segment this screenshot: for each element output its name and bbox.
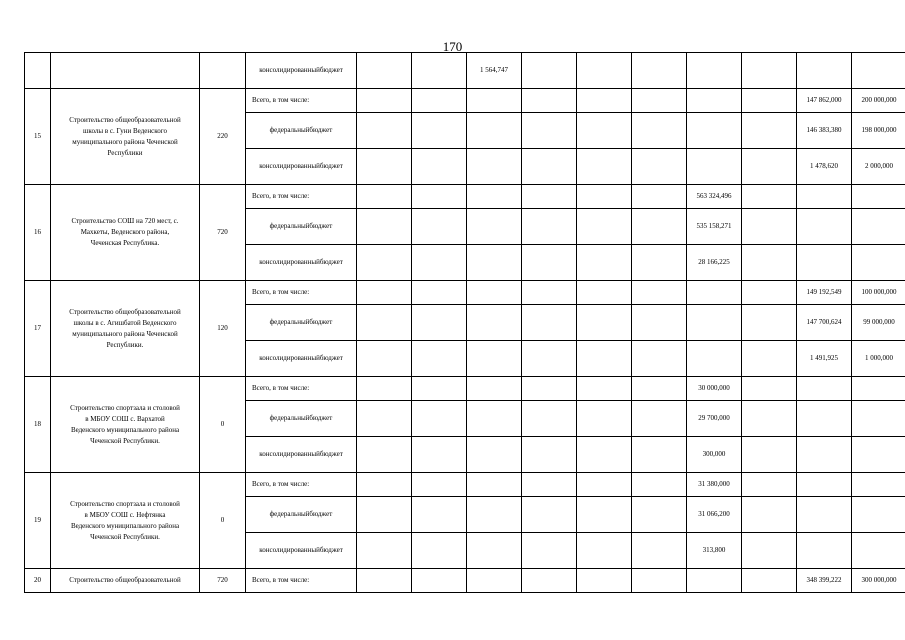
- object-name-line: в МБОУ СОШ с. Нефтянка: [84, 510, 166, 519]
- budget-type-cell: Всего, в том числе:: [246, 185, 357, 209]
- object-name-cell: [51, 89, 200, 185]
- object-name-line: Чеченская Республика.: [90, 239, 160, 247]
- value-cell: [687, 305, 742, 341]
- value-cell: [742, 185, 797, 209]
- value-cell: [797, 497, 852, 533]
- budget-type-cell: Всего, в том числе:: [246, 473, 357, 497]
- value-cell: [467, 341, 522, 377]
- budget-type-line: бюджет: [309, 318, 333, 326]
- value-cell: [467, 305, 522, 341]
- value-cell: [852, 185, 905, 209]
- value-cell: [632, 377, 687, 401]
- value-cell: [467, 533, 522, 569]
- object-name-cell: [51, 377, 200, 473]
- value-cell: 300,000: [687, 437, 742, 473]
- value-cell: 1 564,747: [467, 53, 522, 89]
- budget-type-cell: [246, 305, 357, 341]
- object-name-line: Махкеты, Веденского района,: [80, 228, 170, 236]
- value-cell: [742, 245, 797, 281]
- row-number-cell: 19: [25, 473, 51, 569]
- budget-type-line: бюджет: [309, 126, 333, 134]
- value-cell: [797, 401, 852, 437]
- value-cell: [412, 473, 467, 497]
- value-cell: 147 862,000: [797, 89, 852, 113]
- budget-type-line: бюджет: [319, 162, 343, 170]
- budget-type-cell: Всего, в том числе:: [246, 281, 357, 305]
- value-cell: [467, 281, 522, 305]
- value-cell: [577, 473, 632, 497]
- object-name-line: Веденского муниципального района: [70, 425, 180, 434]
- value-cell: [577, 437, 632, 473]
- value-cell: [632, 569, 687, 593]
- budget-type-cell: [246, 209, 357, 245]
- object-name-cell: [51, 53, 200, 89]
- budget-type-line: консолидированный: [259, 66, 320, 74]
- value-cell: [522, 401, 577, 437]
- value-cell: [797, 473, 852, 497]
- value-cell: [522, 377, 577, 401]
- value-cell: [852, 245, 905, 281]
- value-cell: [577, 185, 632, 209]
- value-cell: [522, 113, 577, 149]
- value-cell: [467, 209, 522, 245]
- value-cell: [357, 437, 412, 473]
- value-cell: [357, 209, 412, 245]
- value-cell: 348 399,222: [797, 569, 852, 593]
- value-cell: [852, 53, 905, 89]
- value-cell: [577, 341, 632, 377]
- value-cell: [522, 281, 577, 305]
- value-cell: [797, 209, 852, 245]
- value-cell: 563 324,496: [687, 185, 742, 209]
- value-cell: 2 000,000: [852, 149, 905, 185]
- value-cell: [467, 473, 522, 497]
- value-cell: [357, 533, 412, 569]
- value-cell: [797, 437, 852, 473]
- row-number-cell: 18: [25, 377, 51, 473]
- value-cell: [632, 53, 687, 89]
- object-name-cell: Строительство общеобразовательной: [51, 569, 200, 593]
- object-name-line: Строительство общеобразовательной: [69, 115, 181, 124]
- value-cell: [742, 305, 797, 341]
- value-cell: [467, 245, 522, 281]
- capacity-cell: 720: [200, 185, 246, 281]
- value-cell: [357, 53, 412, 89]
- value-cell: [412, 185, 467, 209]
- budget-type-cell: [246, 113, 357, 149]
- table-row: [25, 185, 905, 209]
- value-cell: 31 066,200: [687, 497, 742, 533]
- budget-type-line: консолидированный: [259, 450, 320, 458]
- budget-type-cell: [246, 497, 357, 533]
- row-number-cell: 15: [25, 89, 51, 185]
- value-cell: 198 000,000: [852, 113, 905, 149]
- value-cell: [522, 185, 577, 209]
- value-cell: [522, 533, 577, 569]
- value-cell: [522, 53, 577, 89]
- value-cell: 31 380,000: [687, 473, 742, 497]
- value-cell: [467, 149, 522, 185]
- value-cell: [852, 209, 905, 245]
- table-row: [25, 569, 905, 593]
- table-row: [25, 89, 905, 113]
- value-cell: [577, 149, 632, 185]
- value-cell: [467, 497, 522, 533]
- value-cell: [742, 497, 797, 533]
- value-cell: [412, 245, 467, 281]
- budget-type-line: бюджет: [319, 354, 343, 362]
- value-cell: [852, 473, 905, 497]
- value-cell: 300 000,000: [852, 569, 905, 593]
- value-cell: [357, 149, 412, 185]
- object-name-line: муниципального района Чеченской: [72, 137, 178, 146]
- value-cell: [687, 89, 742, 113]
- value-cell: [412, 341, 467, 377]
- object-name-line: Строительство спортзала и столовой: [70, 499, 180, 508]
- value-cell: 147 700,624: [797, 305, 852, 341]
- value-cell: 99 000,000: [852, 305, 905, 341]
- value-cell: [412, 533, 467, 569]
- value-cell: [687, 281, 742, 305]
- value-cell: [412, 437, 467, 473]
- budget-type-line: федеральный: [269, 414, 310, 422]
- capacity-cell: 120: [200, 281, 246, 377]
- value-cell: [742, 281, 797, 305]
- value-cell: [742, 89, 797, 113]
- value-cell: 29 700,000: [687, 401, 742, 437]
- value-cell: [687, 149, 742, 185]
- value-cell: [357, 281, 412, 305]
- value-cell: [632, 533, 687, 569]
- value-cell: [687, 341, 742, 377]
- object-name-line: Чеченской Республики.: [90, 532, 160, 541]
- table-row: [25, 473, 905, 497]
- value-cell: [797, 53, 852, 89]
- value-cell: [467, 377, 522, 401]
- value-cell: [687, 53, 742, 89]
- value-cell: [632, 281, 687, 305]
- object-name-line: школы в с. Агишбатой Веденского: [73, 318, 177, 327]
- budget-table: [24, 52, 905, 593]
- value-cell: [632, 89, 687, 113]
- budget-type-line: бюджет: [309, 222, 333, 230]
- value-cell: [577, 305, 632, 341]
- value-cell: [412, 497, 467, 533]
- value-cell: [742, 209, 797, 245]
- value-cell: 28 166,225: [687, 245, 742, 281]
- value-cell: [797, 185, 852, 209]
- budget-type-cell: Всего, в том числе:: [246, 377, 357, 401]
- table-row: [25, 281, 905, 305]
- budget-type-cell: [246, 245, 357, 281]
- budget-type-line: федеральный: [269, 126, 310, 134]
- value-cell: [577, 401, 632, 437]
- value-cell: [852, 401, 905, 437]
- value-cell: [412, 281, 467, 305]
- value-cell: [412, 89, 467, 113]
- budget-type-cell: [246, 53, 357, 89]
- value-cell: [632, 149, 687, 185]
- value-cell: [852, 497, 905, 533]
- budget-type-line: федеральный: [269, 318, 310, 326]
- value-cell: [522, 473, 577, 497]
- object-name-line: в МБОУ СОШ с. Вархатой: [85, 414, 165, 423]
- value-cell: [797, 377, 852, 401]
- value-cell: 200 000,000: [852, 89, 905, 113]
- value-cell: [357, 473, 412, 497]
- row-number-cell: 17: [25, 281, 51, 377]
- value-cell: 1 000,000: [852, 341, 905, 377]
- value-cell: [852, 533, 905, 569]
- value-cell: [852, 437, 905, 473]
- value-cell: [522, 305, 577, 341]
- value-cell: [632, 305, 687, 341]
- value-cell: [632, 185, 687, 209]
- object-name-line: Строительство СОШ на 720 мест, с.: [71, 217, 179, 225]
- value-cell: [412, 401, 467, 437]
- budget-type-line: консолидированный: [259, 162, 320, 170]
- value-cell: [742, 377, 797, 401]
- value-cell: [632, 497, 687, 533]
- value-cell: [742, 113, 797, 149]
- value-cell: [467, 437, 522, 473]
- value-cell: [632, 245, 687, 281]
- budget-type-cell: [246, 341, 357, 377]
- capacity-cell: 220: [200, 89, 246, 185]
- budget-type-cell: Всего, в том числе:: [246, 89, 357, 113]
- value-cell: [852, 377, 905, 401]
- row-number-cell: [25, 53, 51, 89]
- value-cell: [522, 497, 577, 533]
- value-cell: [412, 149, 467, 185]
- value-cell: [577, 53, 632, 89]
- value-cell: [357, 569, 412, 593]
- value-cell: 313,800: [687, 533, 742, 569]
- value-cell: [577, 113, 632, 149]
- value-cell: [357, 341, 412, 377]
- value-cell: [357, 497, 412, 533]
- value-cell: [467, 401, 522, 437]
- budget-type-cell: [246, 437, 357, 473]
- value-cell: [357, 377, 412, 401]
- value-cell: [797, 245, 852, 281]
- value-cell: [577, 533, 632, 569]
- value-cell: 149 192,549: [797, 281, 852, 305]
- object-name-line: школы в с. Гуни Веденского: [83, 126, 167, 135]
- value-cell: [357, 245, 412, 281]
- object-name-cell: [51, 473, 200, 569]
- value-cell: [412, 209, 467, 245]
- value-cell: [742, 53, 797, 89]
- continuation-row: [25, 53, 905, 89]
- value-cell: [632, 209, 687, 245]
- budget-type-cell: [246, 401, 357, 437]
- value-cell: [742, 569, 797, 593]
- object-name-line: муниципального района Чеченской: [72, 329, 178, 338]
- value-cell: [632, 437, 687, 473]
- value-cell: [577, 377, 632, 401]
- value-cell: [742, 401, 797, 437]
- budget-type-line: бюджет: [319, 258, 343, 266]
- value-cell: [577, 497, 632, 533]
- value-cell: [412, 377, 467, 401]
- value-cell: [522, 437, 577, 473]
- value-cell: [797, 533, 852, 569]
- value-cell: [412, 113, 467, 149]
- row-number-cell: 20: [25, 569, 51, 593]
- object-name-line: Строительство спортзала и столовой: [70, 403, 180, 412]
- value-cell: [632, 473, 687, 497]
- value-cell: [577, 89, 632, 113]
- capacity-cell: [200, 53, 246, 89]
- capacity-cell: 0: [200, 377, 246, 473]
- object-name-line: Чеченской Республики.: [90, 436, 160, 445]
- value-cell: [742, 437, 797, 473]
- value-cell: [632, 113, 687, 149]
- object-name-line: Республики.: [106, 340, 144, 349]
- value-cell: [577, 281, 632, 305]
- value-cell: 1 478,620: [797, 149, 852, 185]
- value-cell: [522, 341, 577, 377]
- value-cell: [632, 401, 687, 437]
- value-cell: [467, 185, 522, 209]
- value-cell: 535 158,271: [687, 209, 742, 245]
- budget-type-line: бюджет: [319, 450, 343, 458]
- budget-type-line: консолидированный: [259, 546, 320, 554]
- budget-type-cell: Всего, в том числе:: [246, 569, 357, 593]
- value-cell: [522, 209, 577, 245]
- budget-type-cell: [246, 149, 357, 185]
- capacity-cell: 0: [200, 473, 246, 569]
- budget-type-line: консолидированный: [259, 258, 320, 266]
- budget-type-line: бюджет: [309, 510, 333, 518]
- value-cell: [522, 149, 577, 185]
- capacity-cell: 720: [200, 569, 246, 593]
- value-cell: [357, 89, 412, 113]
- value-cell: [577, 569, 632, 593]
- value-cell: [467, 89, 522, 113]
- budget-type-line: бюджет: [309, 414, 333, 422]
- object-name-cell: [51, 281, 200, 377]
- value-cell: [632, 341, 687, 377]
- value-cell: 30 000,000: [687, 377, 742, 401]
- value-cell: [412, 53, 467, 89]
- value-cell: [742, 473, 797, 497]
- table-row: [25, 377, 905, 401]
- budget-type-cell: [246, 533, 357, 569]
- budget-type-line: бюджет: [319, 546, 343, 554]
- value-cell: 100 000,000: [852, 281, 905, 305]
- page-number: 170: [442, 39, 463, 54]
- value-cell: [357, 305, 412, 341]
- value-cell: [467, 569, 522, 593]
- value-cell: [577, 209, 632, 245]
- value-cell: [467, 113, 522, 149]
- value-cell: [357, 401, 412, 437]
- value-cell: [357, 113, 412, 149]
- object-name-line: Веденского муниципального района: [70, 521, 180, 530]
- object-name-cell: [51, 185, 200, 281]
- value-cell: [522, 245, 577, 281]
- value-cell: [412, 305, 467, 341]
- value-cell: [577, 245, 632, 281]
- value-cell: [742, 341, 797, 377]
- row-number-cell: 16: [25, 185, 51, 281]
- value-cell: [522, 89, 577, 113]
- object-name-line: Республики: [107, 148, 143, 157]
- value-cell: [522, 569, 577, 593]
- value-cell: [742, 533, 797, 569]
- value-cell: [357, 185, 412, 209]
- value-cell: [742, 149, 797, 185]
- budget-type-line: консолидированный: [259, 354, 320, 362]
- budget-type-line: федеральный: [269, 510, 310, 518]
- budget-type-line: бюджет: [319, 66, 343, 74]
- value-cell: 1 491,925: [797, 341, 852, 377]
- object-name-line: Строительство общеобразовательной: [69, 307, 181, 316]
- value-cell: 146 383,380: [797, 113, 852, 149]
- value-cell: [687, 113, 742, 149]
- value-cell: [687, 569, 742, 593]
- value-cell: [412, 569, 467, 593]
- budget-type-line: федеральный: [269, 222, 310, 230]
